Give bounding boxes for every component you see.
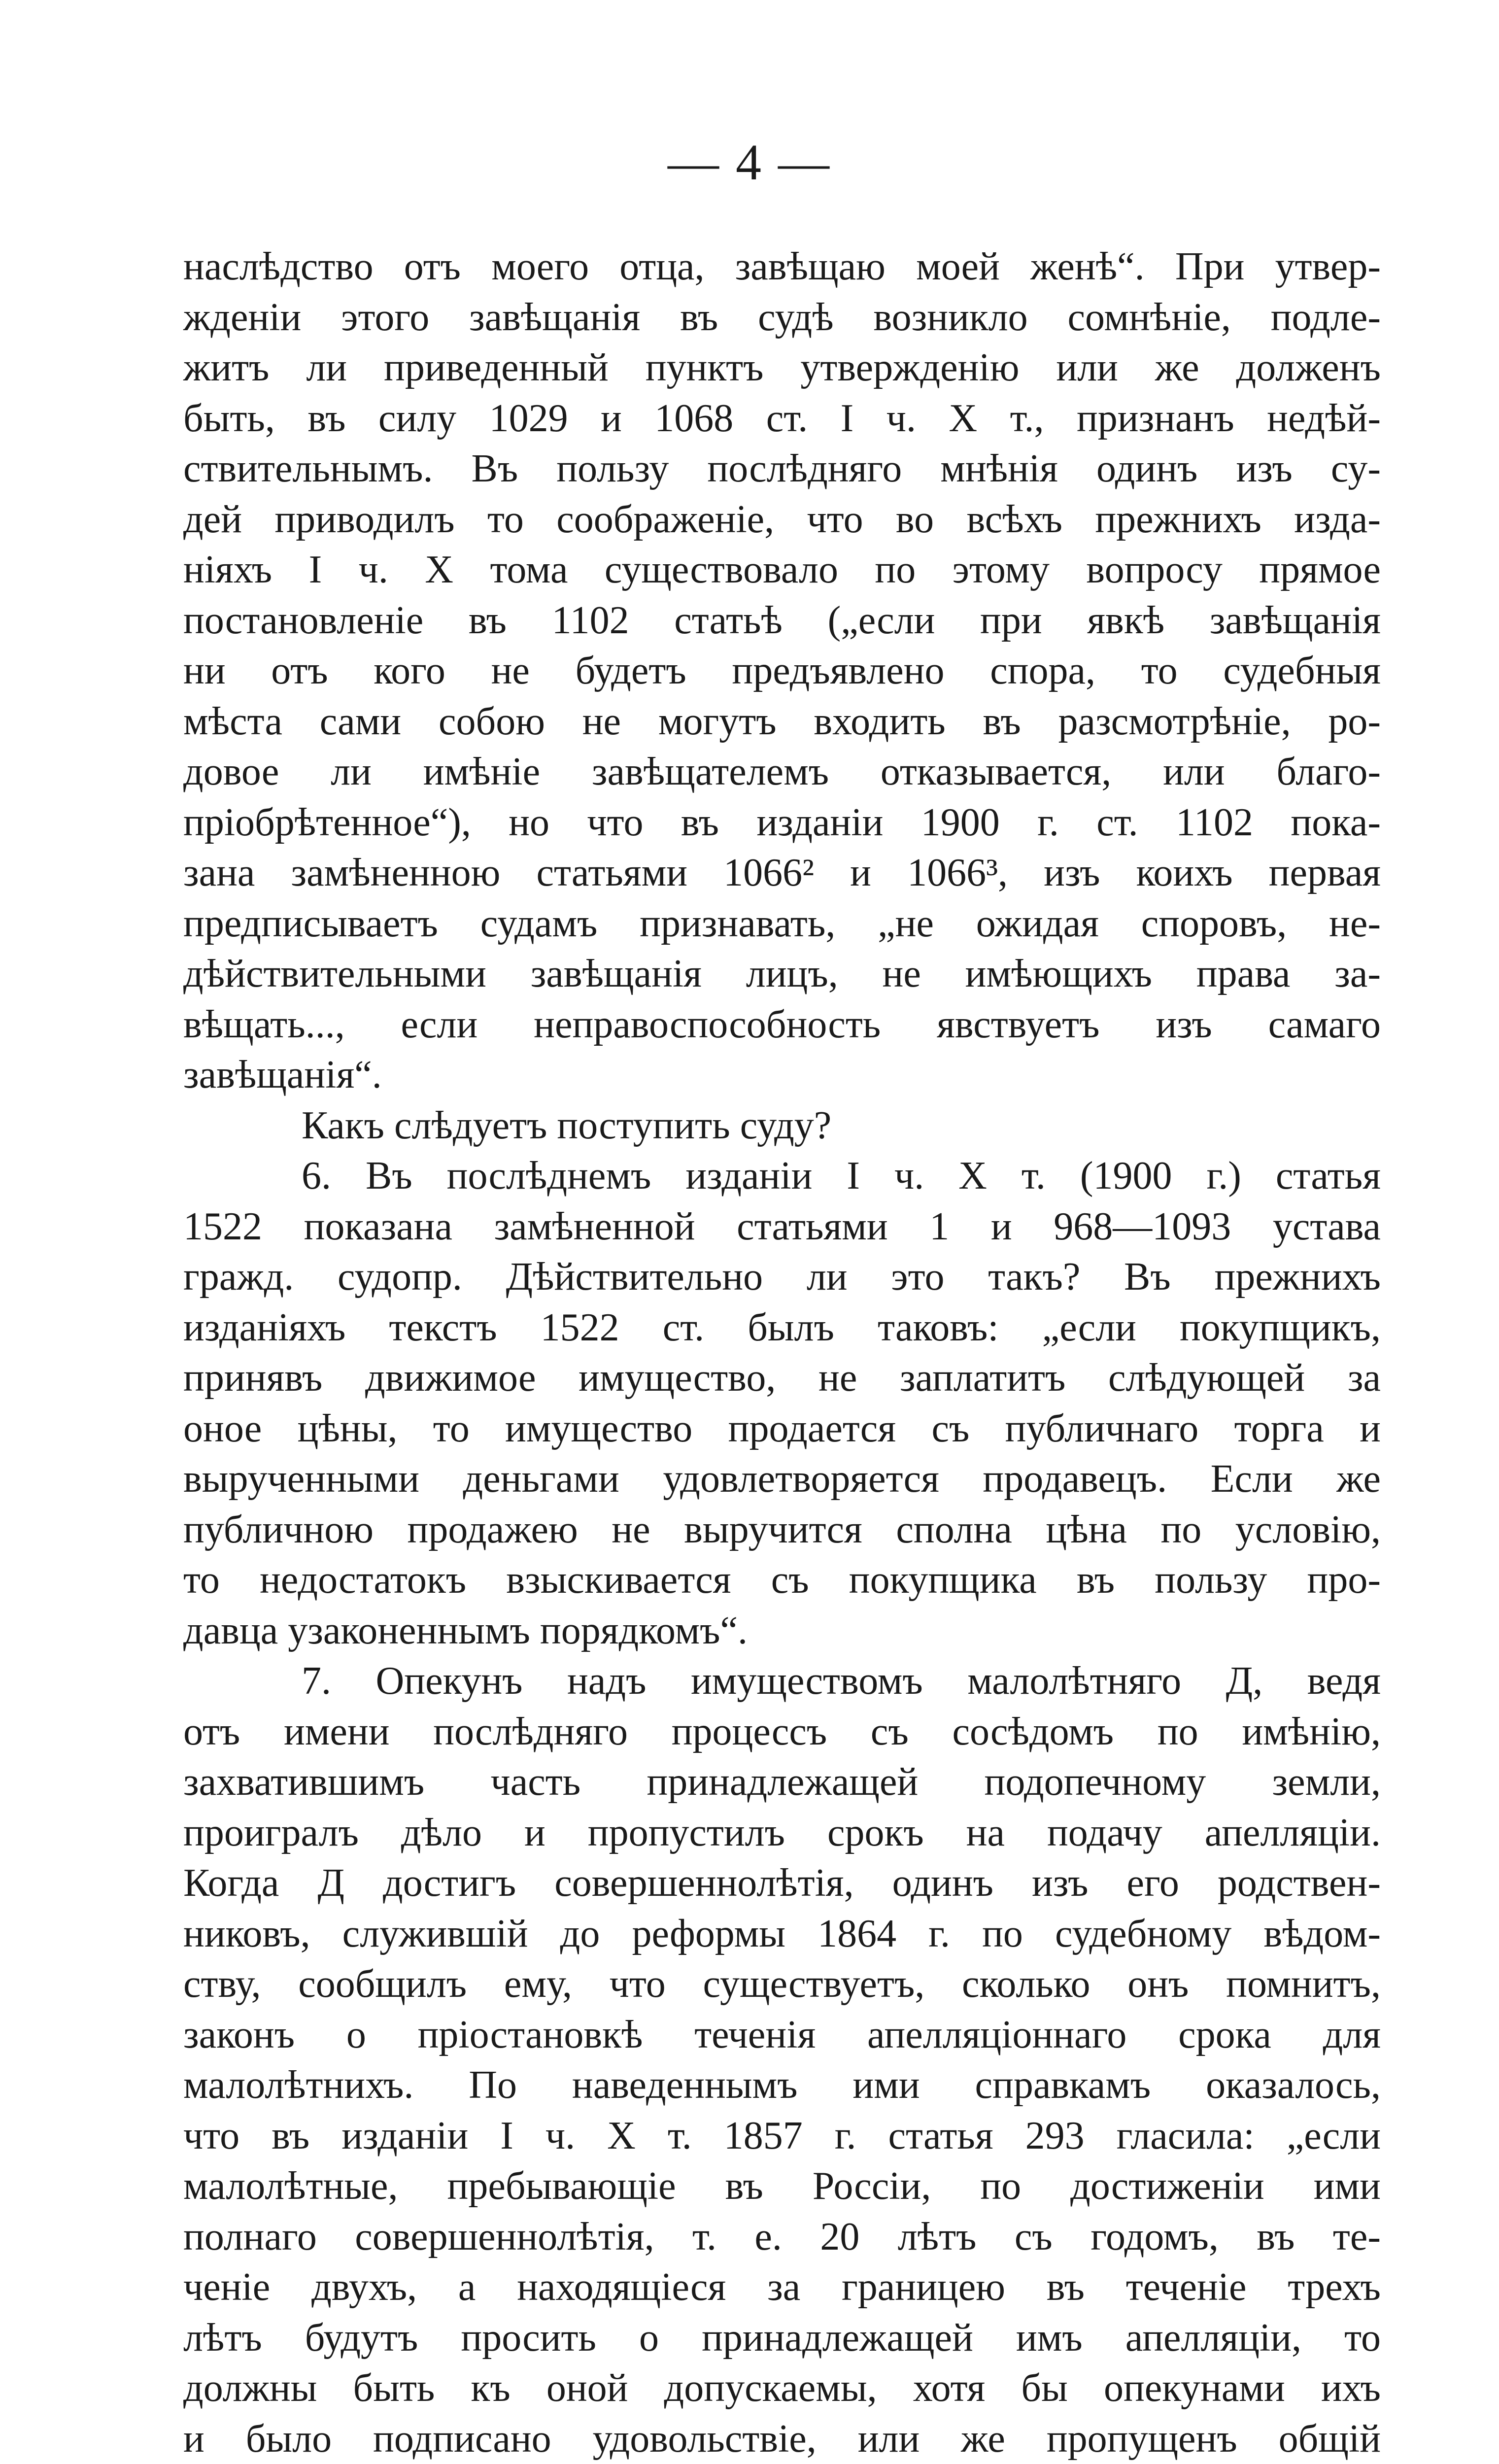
text-line: быть, въ силу 1029 и 1068 ст. I ч. X т., признанъ недѣй- xyxy=(183,396,1381,440)
text-line: гражд. судопр. Дѣйствительно ли это такъ? Въ прежнихъ xyxy=(183,1255,1381,1299)
text-line: наслѣдство отъ моего отца, завѣщаю моей женѣ“. При утвер- xyxy=(183,245,1381,288)
page-number: — 4 — xyxy=(668,134,831,191)
text-line: ствительнымъ. Въ пользу послѣдняго мнѣнія одинъ изъ су- xyxy=(183,447,1381,490)
text-line: малолѣтные, пребывающіе въ Россіи, по достиженіи ими xyxy=(183,2164,1381,2208)
text-line: жденіи этого завѣщанія въ судѣ возникло сомнѣніе, подле- xyxy=(183,295,1381,339)
text-line: 1522 показана замѣненной статьями 1 и 968—1093 устава xyxy=(183,1204,1381,1248)
text-line: ству, сообщилъ ему, что существуетъ, сколько онъ помнитъ, xyxy=(183,1962,1381,2006)
text-line: мѣста сами собою не могутъ входить въ разсмотрѣніе, ро- xyxy=(183,699,1381,743)
text-line: изданіяхъ текстъ 1522 ст. былъ таковъ: „если покупщикъ, xyxy=(183,1305,1381,1349)
text-line: довое ли имѣніе завѣщателемъ отказывается, или благо- xyxy=(183,750,1381,793)
text-line: ніяхъ I ч. X тома существовало по этому вопросу прямое xyxy=(183,548,1381,591)
text-line: отъ имени послѣдняго процессъ съ сосѣдомъ по имѣнію, xyxy=(183,1710,1381,1753)
text-line: публичною продажею не выручится сполна цѣна по условію, xyxy=(183,1507,1381,1551)
text-line: оное цѣны, то имущество продается съ публичнаго торга и xyxy=(183,1406,1381,1450)
text-line: ни отъ кого не будетъ предъявлено спора, то судебныя xyxy=(183,649,1381,692)
text-line: 6. Въ послѣднемъ изданіи I ч. X т. (1900 г.) статья xyxy=(302,1154,1381,1198)
text-line: житъ ли приведенный пунктъ утвержденію или же долженъ xyxy=(183,346,1381,389)
text-line: должны быть къ оной допускаемы, хотя бы опекунами ихъ xyxy=(183,2366,1381,2410)
text-line: принявъ движимое имущество, не заплатитъ слѣдующей за xyxy=(183,1356,1381,1400)
text-line: полнаго совершеннолѣтія, т. е. 20 лѣтъ съ годомъ, въ те- xyxy=(183,2215,1381,2259)
text-line: никовъ, служившій до реформы 1864 г. по судебному вѣдом- xyxy=(183,1912,1381,1955)
text-line: и было подписано удовольствіе, или же пропущенъ общій xyxy=(183,2417,1381,2461)
text-line: что въ изданіи I ч. X т. 1857 г. статья 293 гласила: „если xyxy=(183,2114,1381,2157)
text-line: малолѣтнихъ. По наведеннымъ ими справкамъ оказалось, xyxy=(183,2063,1381,2107)
text-line: ченіе двухъ, а находящіеся за границею въ теченіе трехъ xyxy=(183,2265,1381,2309)
text-line: 7. Опекунъ надъ имуществомъ малолѣтняго Д, ведя xyxy=(302,1659,1381,1703)
text-line: завѣщанія“. xyxy=(183,1053,382,1096)
text-line: пріобрѣтенное“), но что въ изданіи 1900 г. ст. 1102 пока- xyxy=(183,800,1381,844)
body-text xyxy=(183,241,1381,2464)
text-line: постановленіе въ 1102 статьѣ („если при явкѣ завѣщанія xyxy=(183,598,1381,642)
text-line: вырученными деньгами удовлетворяется продавецъ. Если же xyxy=(183,1457,1381,1501)
text-line: законъ о пріостановкѣ теченія апелляціоннаго срока для xyxy=(183,2013,1381,2056)
text-line: вѣщать..., если неправоспособность явствуетъ изъ самаго xyxy=(183,1002,1381,1046)
text-line: Какъ слѣдуетъ поступить суду? xyxy=(302,1103,832,1147)
text-line: проигралъ дѣло и пропустилъ срокъ на подачу апелляціи. xyxy=(183,1811,1381,1854)
text-line: дей приводилъ то соображеніе, что во всѣхъ прежнихъ изда- xyxy=(183,497,1381,541)
text-line: зана замѣненною статьями 1066² и 1066³, изъ коихъ первая xyxy=(183,851,1381,894)
text-line: дѣйствительными завѣщанія лицъ, не имѣющихъ права за- xyxy=(183,952,1381,995)
text-line: захватившимъ часть принадлежащей подопечному земли, xyxy=(183,1760,1381,1804)
text-line: то недостатокъ взыскивается съ покупщика въ пользу про- xyxy=(183,1558,1381,1602)
text-line: лѣтъ будутъ просить о принадлежащей имъ апелляціи, то xyxy=(183,2316,1381,2360)
text-line: Когда Д достигъ совершеннолѣтія, одинъ изъ его родствен- xyxy=(183,1861,1381,1905)
text-line: давца узаконеннымъ порядкомъ“. xyxy=(183,1608,748,1652)
text-line: предписываетъ судамъ признавать, „не ожидая споровъ, не- xyxy=(183,901,1381,945)
